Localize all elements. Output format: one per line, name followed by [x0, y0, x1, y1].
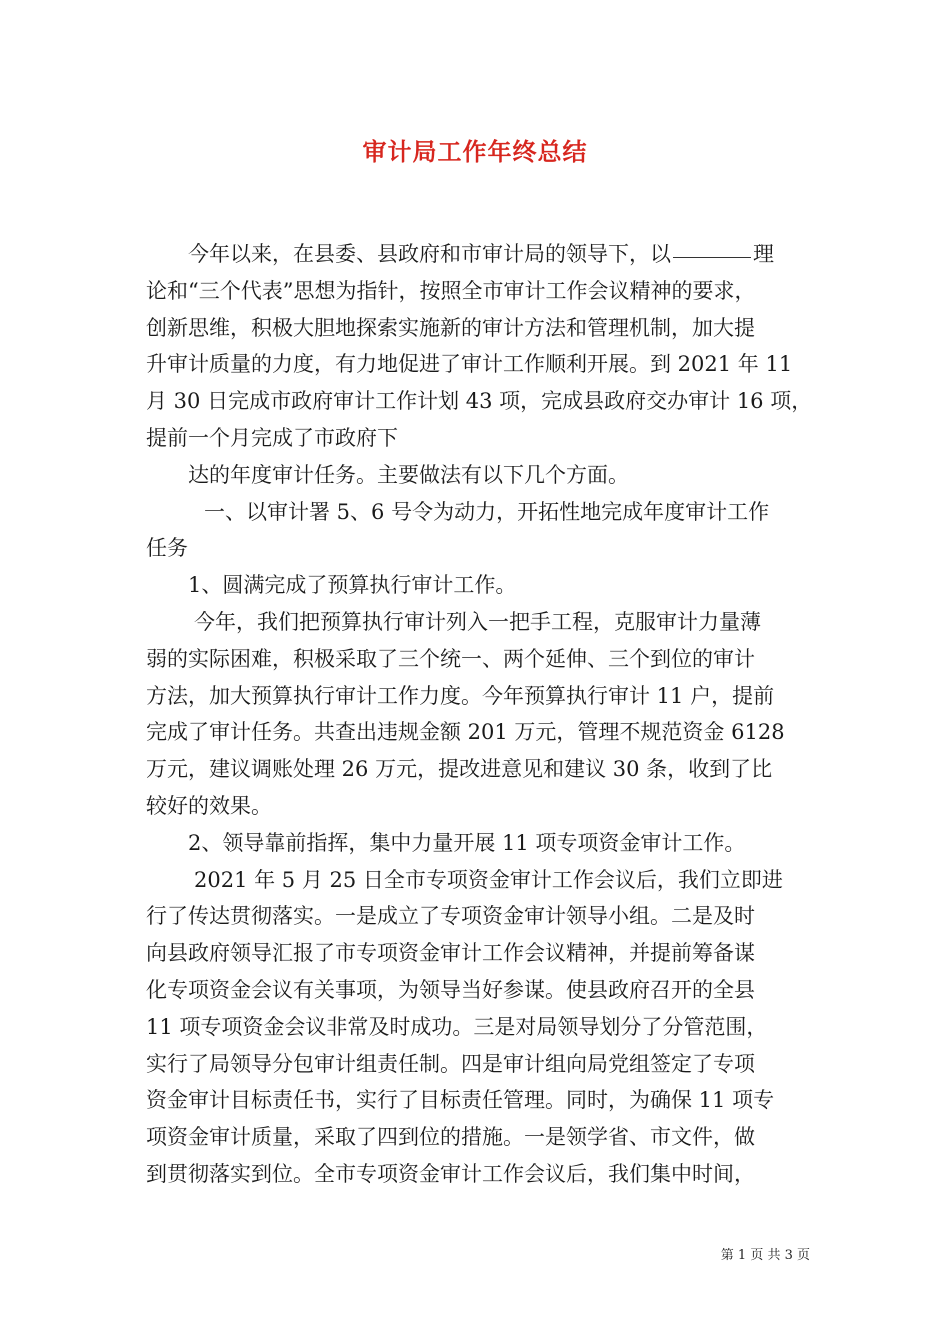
paragraph-line: 升审计质量的力度，有力地促进了审计工作顺利开展。到 2021 年 11 — [146, 352, 793, 377]
paragraph-line: 达的年度审计任务。主要做法有以下几个方面。 — [188, 462, 629, 487]
paragraph-line: 项资金审计质量，采取了四到位的措施。一是领学省、市文件，做 — [146, 1125, 755, 1150]
blank-underline — [673, 256, 751, 258]
document-title: 审计局工作年终总结 — [362, 138, 588, 166]
paragraph-line: 今年，我们把预算执行审计列入一把手工程，克服审计力量薄 — [194, 609, 761, 634]
paragraph-line: 行了传达贯彻落实。一是成立了专项资金审计领导小组。二是及时 — [146, 904, 755, 929]
paragraph-line: 11 项专项资金会议非常及时成功。三是对局领导划分了分管范围， — [146, 1014, 768, 1039]
paragraph-line: 2021 年 5 月 25 日全市专项资金审计工作会议后，我们立即进 — [194, 867, 783, 892]
paragraph-line: 完成了审计任务。共查出违规金额 201 万元，管理不规范资金 6128 — [146, 720, 785, 745]
document-body — [146, 236, 813, 1193]
paragraph-line: 化专项资金会议有关事项，为领导当好参谋。使县政府召开的全县 — [146, 977, 755, 1002]
paragraph-line: 弱的实际困难，积极采取了三个统一、两个延伸、三个到位的审计 — [146, 646, 755, 671]
paragraph-line: 创新思维，积极大胆地探索实施新的审计方法和管理机制，加大提 — [146, 315, 755, 340]
subsection-heading: 2、领导靠前指挥，集中力量开展 11 项专项资金审计工作。 — [188, 830, 746, 855]
line-text: 今年以来，在县委、县政府和市审计局的领导下，以 — [188, 242, 671, 266]
page-number: 第 1 页 共 3 页 — [720, 1248, 810, 1263]
paragraph-line: 向县政府领导汇报了市专项资金审计工作会议精神，并提前筹备谋 — [146, 941, 755, 966]
paragraph-line: 较好的效果。 — [146, 793, 272, 818]
paragraph-line: 论和“三个代表”思想为指针，按照全市审计工作会议精神的要求， — [146, 278, 756, 303]
paragraph-line: 方法，加大预算执行审计工作力度。今年预算执行审计 11 户，提前 — [146, 683, 775, 708]
paragraph-line: 万元，建议调账处理 26 万元，提改进意见和建议 30 条，收到了比 — [146, 757, 773, 782]
line-text: 理 — [753, 242, 774, 266]
paragraph-line: 提前一个月完成了市政府下 — [146, 425, 398, 450]
section-heading: 一、以审计署 5、6 号令为动力，开拓性地完成年度审计工作 — [204, 499, 770, 524]
paragraph-line: 到贯彻落实到位。全市专项资金审计工作会议后，我们集中时间， — [146, 1161, 755, 1186]
subsection-heading: 1、圆满完成了预算执行审计工作。 — [188, 573, 517, 598]
paragraph-line: 资金审计目标责任书，实行了目标责任管理。同时，为确保 11 项专 — [146, 1088, 775, 1113]
paragraph-line — [146, 236, 810, 273]
section-heading-cont: 任务 — [146, 536, 188, 561]
paragraph-line: 实行了局领导分包审计组责任制。四是审计组向局党组签定了专项 — [146, 1051, 755, 1076]
paragraph-line: 月 30 日完成市政府审计工作计划 43 项，完成县政府交办审计 16 项， — [146, 389, 813, 414]
